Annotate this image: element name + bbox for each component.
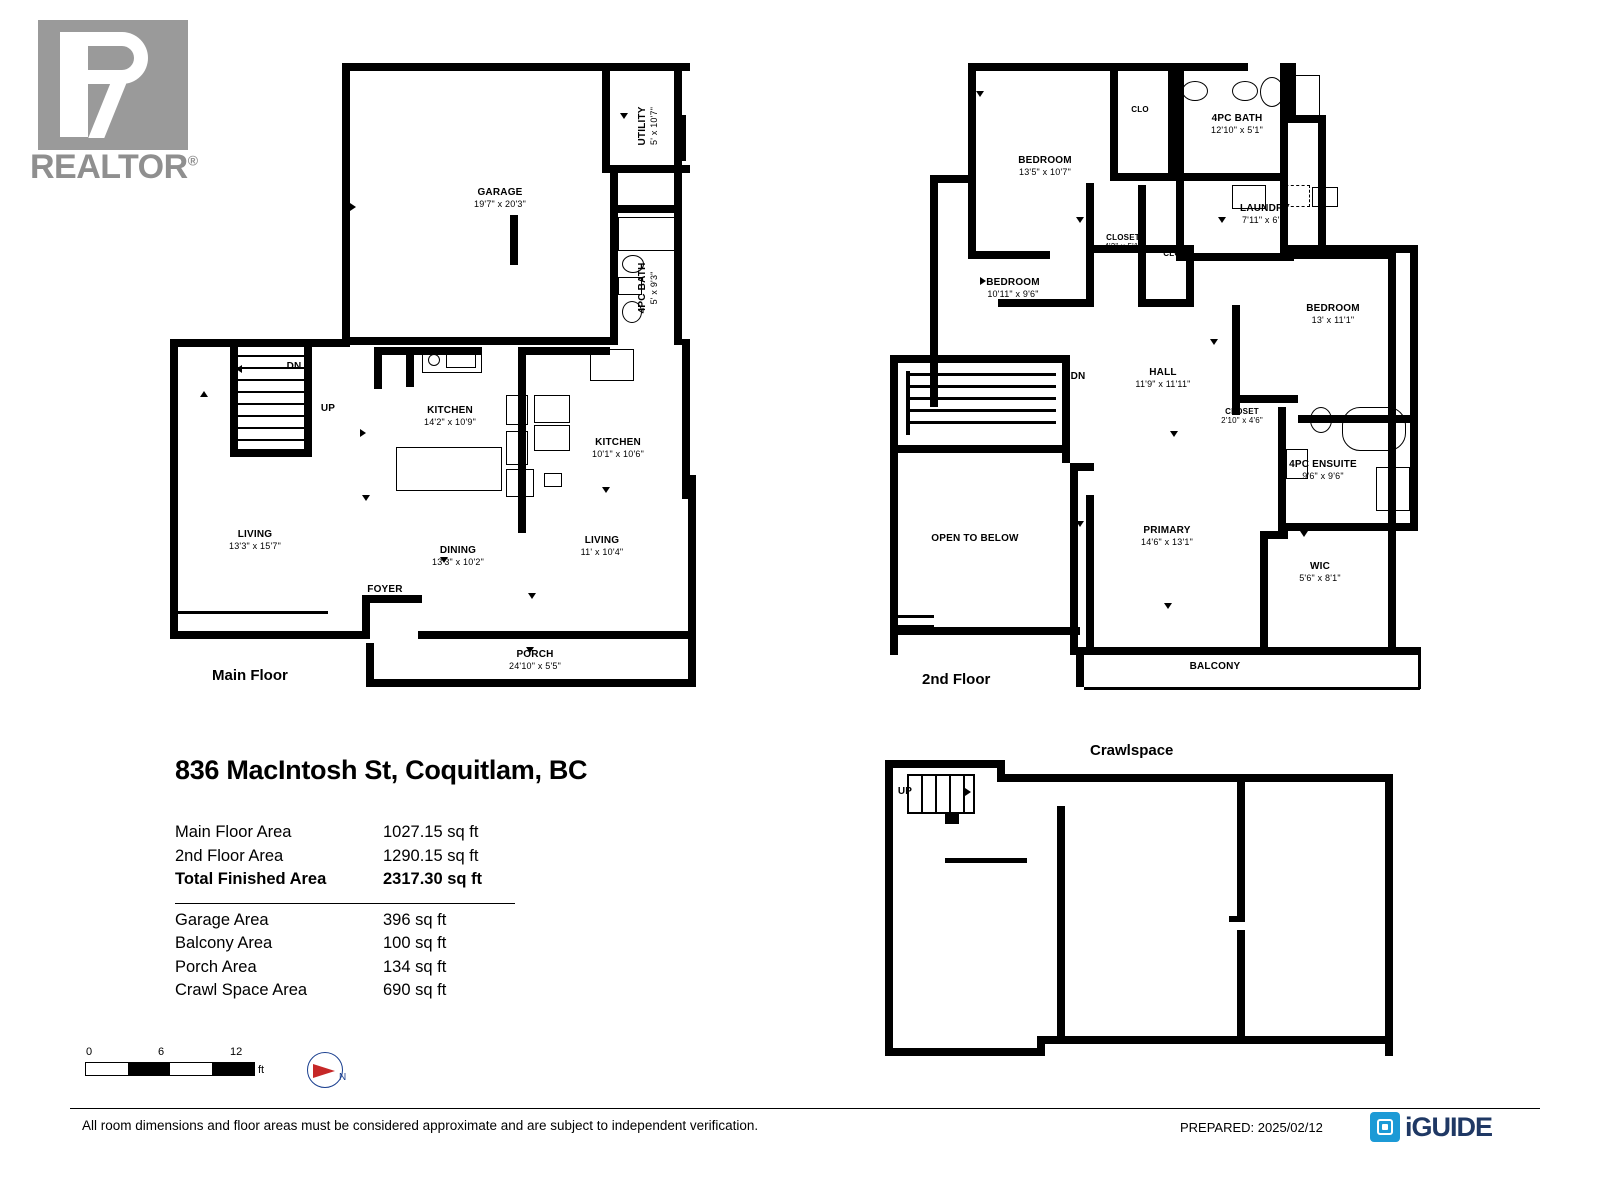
closet-tag-2: CLO [1163,249,1181,258]
stair-label-up-main: UP [320,403,336,414]
area-row [175,958,525,982]
stair-label-up-crawl: UP [897,786,913,797]
room-label-porch: PORCH 24'10" x 5'5" [509,649,561,671]
area-label: Balcony Area [175,934,273,952]
room-label-hall: HALL 11'9" x 11'11" [1135,367,1191,389]
area-value: 690 sq ft [383,981,447,999]
closet-tag-1: CLO [1131,105,1149,114]
footer-divider [70,1108,1540,1109]
scale-unit: ft [258,1064,265,1076]
stair-label-dn-second: DN [1070,371,1086,382]
area-row [175,981,525,1005]
divider [175,903,515,904]
area-row [175,934,525,958]
area-value: 2317.30 sq ft [383,870,483,888]
iguide-brand-text: iGUIDE [1405,1111,1493,1142]
area-value: 100 sq ft [383,934,447,952]
area-row [175,911,525,935]
area-label: Porch Area [175,957,257,976]
room-label-garage: GARAGE 19'7" x 20'3" [474,187,526,209]
room-label-dining: DINING 13'3" x 10'2" [432,545,484,567]
room-label-wic: WIC 5'6" x 8'1" [1299,561,1341,583]
room-label-4pc-bath: 4PC BATH 12'10" x 5'1" [1211,113,1263,135]
area-label: Garage Area [175,910,269,929]
crawlspace-title: Crawlspace [1090,742,1174,759]
room-label-bedroom-3: BEDROOM 13' x 11'1" [1306,303,1360,325]
room-label-primary: PRIMARY 14'6" x 13'1" [1141,525,1193,547]
prepared-date: PREPARED: 2025/02/12 [1180,1120,1323,1135]
realtor-brand-text: REALTOR [30,148,188,186]
main-floor-plan [170,55,710,715]
room-label-open-to-below: OPEN TO BELOW [931,533,1019,544]
realtor-r-mark [38,20,188,150]
area-value: 396 sq ft [383,910,447,929]
area-summary [175,823,525,1005]
area-value: 134 sq ft [383,957,447,976]
area-row [175,847,525,871]
area-label: 2nd Floor Area [175,846,284,865]
scale-bar [85,1062,255,1076]
area-value: 1290.15 sq ft [383,846,479,865]
room-label-kitchen-2: KITCHEN 10'1" x 10'6" [592,437,644,459]
second-floor-plan [880,55,1420,715]
disclaimer-text: All room dimensions and floor areas must be considered approximate and are subject to independent verification. [82,1118,759,1133]
area-label: Main Floor Area [175,823,292,841]
area-row-total [175,870,525,894]
realtor-registered-mark: ® [187,152,198,169]
scale-tick-6: 6 [158,1046,165,1058]
second-floor-title: 2nd Floor [922,671,991,688]
room-label-closet-2: CLOSET 2'10" x 4'6" [1221,407,1263,426]
room-label-living-2: LIVING 11' x 10'4" [580,535,624,557]
compass-icon [305,1050,351,1090]
iguide-mark-icon [1370,1112,1400,1142]
room-label-balcony: BALCONY [1189,661,1241,672]
room-label-ensuite: 4PC ENSUITE 9'6" x 9'6" [1289,459,1357,481]
iguide-logo [1370,1108,1545,1146]
area-label: Crawl Space Area [175,981,308,999]
area-row [175,823,525,847]
area-value: 1027.15 sq ft [383,823,479,841]
compass-north-label: N [339,1072,347,1083]
scale-tick-0: 0 [86,1046,93,1058]
room-label-bedroom-2: BEDROOM 10'11" x 9'6" [986,277,1040,299]
room-label-bath-main: 4PC BATH 5' x 9'3" [637,262,659,314]
room-label-closet-1: CLOSET 4'2" x 5'1" [1104,233,1142,252]
room-label-bedroom-1: BEDROOM 13'5" x 10'7" [1018,155,1072,177]
crawlspace-plan [885,760,1405,1060]
page-title: 836 MacIntosh St, Coquitlam, BC [175,755,588,785]
area-label: Total Finished Area [175,870,327,888]
room-label-foyer: FOYER [367,584,403,595]
room-label-living-1: LIVING 13'3" x 15'7" [229,529,281,551]
room-label-kitchen-1: KITCHEN 14'2" x 10'9" [424,405,476,427]
main-floor-title: Main Floor [212,667,288,684]
scale-tick-12: 12 [230,1046,243,1058]
room-label-laundry: LAUNDRY 7'11" x 6'7" [1240,203,1290,225]
room-label-utility: UTILITY 5' x 10'7" [637,106,659,146]
stair-label-dn-main: DN [286,361,302,372]
